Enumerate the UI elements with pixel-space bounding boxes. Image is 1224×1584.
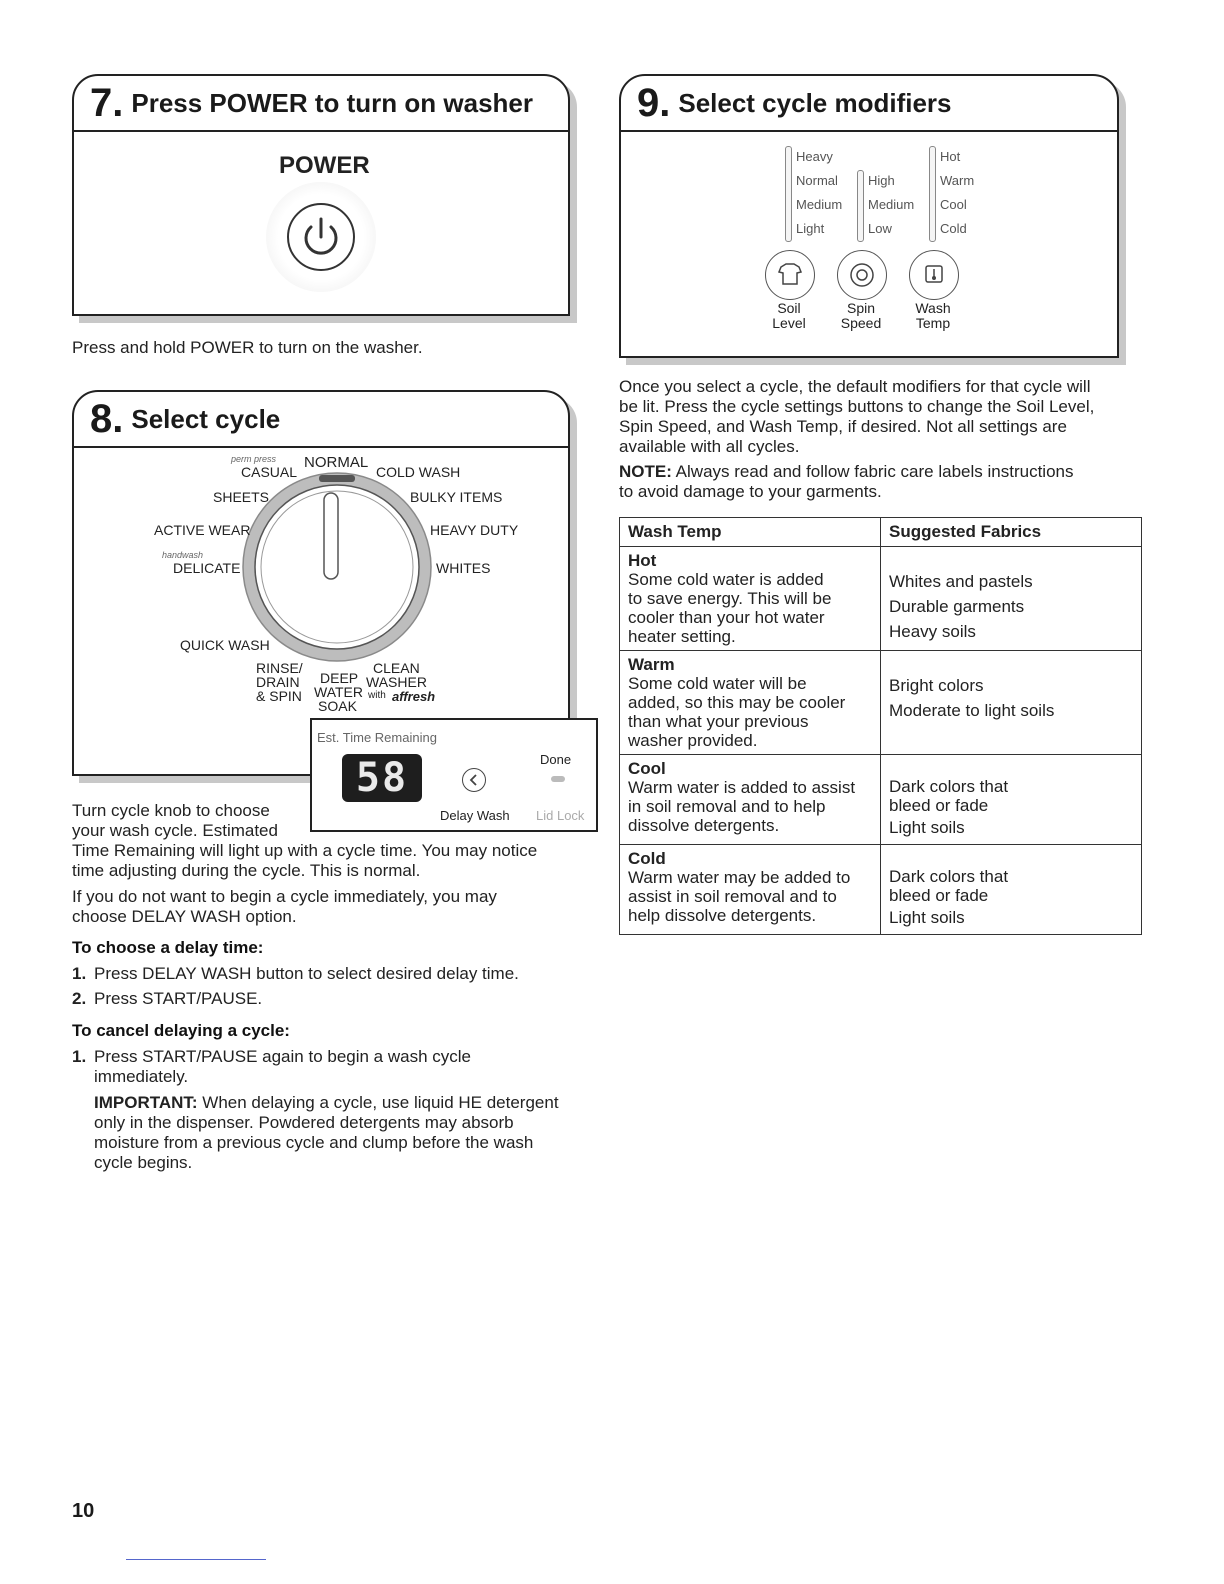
lid-lock-label: Lid Lock <box>536 808 585 823</box>
section-9-para-1: Once you select a cycle, the default modifiers for that cycle will <box>619 377 1091 396</box>
section-9-note-1 <box>619 462 1073 482</box>
section-8-text-1c: Time Remaining will light up with a cycle time. You may notice <box>72 841 538 860</box>
dial-label-bulky-items[interactable]: BULKY ITEMS <box>410 489 503 505</box>
table-cell-fabrics <box>881 845 1142 935</box>
delay-wash-label: Delay Wash <box>440 808 510 823</box>
wash-temp-bar <box>929 146 936 242</box>
fabric-line: Moderate to light soils <box>889 701 1055 720</box>
table-row <box>620 547 1142 651</box>
dial-label-with: with <box>368 690 386 701</box>
dial-label-deep-2: WATER <box>314 684 363 700</box>
dial-label-casual[interactable]: CASUAL <box>241 464 298 480</box>
section-8-text-1d: time adjusting during the cycle. This is normal. <box>72 861 421 880</box>
spin-speed-bar <box>857 170 864 242</box>
section-9-para-4: available with all cycles. <box>619 437 800 456</box>
temp-warm: Warm <box>940 173 975 188</box>
temp-name: Cold <box>628 849 666 868</box>
spin-speed-caption-1: Spin <box>846 300 876 316</box>
footer-line <box>126 1559 266 1560</box>
section-8-number: 8. <box>90 396 124 441</box>
temp-desc-line: Some cold water will be <box>628 674 807 693</box>
temp-desc-line: cooler than your hot water <box>628 608 825 627</box>
affresh-logo: affresh <box>392 689 436 704</box>
table-row <box>620 651 1142 755</box>
spin-speed-caption-2: Speed <box>840 315 882 331</box>
fabric-line: Whites and pastels <box>889 572 1033 591</box>
temp-desc-line: Some cold water is added <box>628 570 824 589</box>
section-8-text-2a: If you do not want to begin a cycle immediately, you may <box>72 887 497 906</box>
section-9-note-2: to avoid damage to your garments. <box>619 482 882 501</box>
important-label: IMPORTANT: <box>94 1093 198 1112</box>
spin-high: High <box>868 173 895 188</box>
temp-desc-line: heater setting. <box>628 627 736 646</box>
temp-desc-line: help dissolve detergents. <box>628 906 817 925</box>
section-7-title: Press POWER to turn on washer <box>131 87 533 118</box>
display-panel <box>310 718 598 832</box>
temp-desc-line: Warm water may be added to <box>628 868 851 887</box>
soil-heavy: Heavy <box>796 149 833 164</box>
power-label: POWER <box>279 152 370 179</box>
fabric-line: bleed or fade <box>889 796 989 815</box>
temp-name: Hot <box>628 551 657 570</box>
dial-label-whites[interactable]: WHITES <box>436 560 491 576</box>
note-label: NOTE: <box>619 462 672 481</box>
dial-label-deep-1[interactable]: DEEP <box>320 670 359 686</box>
temp-desc-line: added, so this may be cooler <box>628 693 846 712</box>
dial-label-delicate[interactable]: DELICATE <box>173 560 241 576</box>
delay-step-2-text: Press START/PAUSE. <box>94 989 263 1008</box>
section-8-text-1b: your wash cycle. Estimated <box>72 821 278 840</box>
delay-step-2-num: 2. <box>72 989 87 1008</box>
dial-label-clean-2: WASHER <box>366 674 427 690</box>
temp-desc-line: than what your previous <box>628 712 809 731</box>
spin-low: Low <box>868 221 892 236</box>
table-cell-temp <box>620 547 881 651</box>
dial-label-sheets[interactable]: SHEETS <box>213 489 270 505</box>
soil-level-button[interactable] <box>765 250 815 300</box>
soil-medium: Medium <box>796 197 843 212</box>
done-indicator <box>551 776 565 782</box>
done-label: Done <box>540 752 572 767</box>
power-button[interactable] <box>287 203 355 271</box>
soil-level-bar <box>785 146 792 242</box>
dial-label-rinse-3: & SPIN <box>256 688 302 704</box>
section-9-number: 9. <box>637 80 671 125</box>
dial-label-handwash: handwash <box>162 550 204 560</box>
fabric-line: Light soils <box>889 818 965 837</box>
fabric-line: bleed or fade <box>889 886 989 905</box>
table-header-wash-temp: Wash Temp <box>620 518 881 547</box>
soil-level-caption-2: Level <box>772 315 806 331</box>
section-9-header <box>621 76 1117 132</box>
dial-label-deep-3: SOAK <box>318 698 357 714</box>
dial-label-rinse-1[interactable]: RINSE/ <box>256 660 303 676</box>
dial-label-rinse-2: DRAIN <box>256 674 300 690</box>
section-8-text-2b: choose DELAY WASH option. <box>72 907 297 926</box>
cancel-step-1-num: 1. <box>72 1047 87 1066</box>
temp-desc-line: in soil removal and to help <box>628 797 826 816</box>
dial-label-perm-press: perm press <box>231 454 277 464</box>
section-9-para-3: Spin Speed, and Wash Temp, if desired. Not all settings are <box>619 417 1067 436</box>
table-cell-temp <box>620 651 881 755</box>
important-text-1: When delaying a cycle, use liquid HE detergent <box>197 1093 559 1112</box>
delay-wash-button[interactable] <box>462 768 486 792</box>
wash-temp-caption-1: Wash <box>915 300 951 316</box>
cancel-heading: To cancel delaying a cycle: <box>72 1021 290 1040</box>
delay-heading: To choose a delay time: <box>72 938 264 957</box>
power-icon <box>289 205 353 269</box>
soil-normal: Normal <box>796 173 838 188</box>
temp-desc-line: Warm water is added to assist <box>628 778 856 797</box>
important-line-2: only in the dispenser. Powdered detergents may absorb <box>94 1113 514 1132</box>
delay-step-1 <box>72 964 519 984</box>
note-text-1: Always read and follow fabric care labels instructions <box>671 462 1074 481</box>
soil-level-caption-1: Soil <box>777 300 801 316</box>
fabric-line: Light soils <box>889 908 965 927</box>
section-7-box <box>72 74 570 316</box>
temp-desc-line: assist in soil removal and to <box>628 887 837 906</box>
section-8-header <box>74 392 568 448</box>
temp-cold: Cold <box>940 221 967 236</box>
est-time-label: Est. Time Remaining <box>317 730 437 745</box>
temp-desc-line: dissolve detergents. <box>628 816 780 835</box>
section-8-title: Select cycle <box>131 403 281 434</box>
table-row <box>620 845 1142 935</box>
wash-temp-table <box>619 517 1142 935</box>
page-number: 10 <box>72 1500 95 1522</box>
cancel-step-1 <box>72 1047 471 1067</box>
temp-name: Warm <box>628 655 675 674</box>
fabric-line: Heavy soils <box>889 622 976 641</box>
table-row <box>620 755 1142 845</box>
fabric-line: Dark colors that <box>889 777 1009 796</box>
cancel-step-1-cont: immediately. <box>94 1067 189 1086</box>
important-line-3: moisture from a previous cycle and clump before the wash <box>94 1133 534 1152</box>
section-7-number: 7. <box>90 80 124 125</box>
thermometer-icon <box>910 251 958 299</box>
section-7-caption: Press and hold POWER to turn on the washer. <box>72 338 423 357</box>
dial-label-cold-wash[interactable]: COLD WASH <box>376 464 461 480</box>
fabric-line: Durable garments <box>889 597 1025 616</box>
delay-step-1-num: 1. <box>72 964 87 983</box>
dial-label-active-wear[interactable]: ACTIVE WEAR <box>154 522 251 538</box>
dial-label-normal[interactable]: NORMAL <box>304 454 369 471</box>
fabric-line: Bright colors <box>889 676 984 695</box>
important-line-1 <box>94 1093 559 1113</box>
spin-icon <box>838 251 886 299</box>
spin-medium: Medium <box>868 197 915 212</box>
table-header-suggested-fabrics: Suggested Fabrics <box>881 518 1142 547</box>
dial-label-quick-wash[interactable]: QUICK WASH <box>180 637 270 653</box>
table-cell-temp <box>620 845 881 935</box>
delay-step-1-text: Press DELAY WASH button to select desired delay time. <box>94 964 519 983</box>
wash-temp-button[interactable] <box>909 250 959 300</box>
cancel-step-1-text: Press START/PAUSE again to begin a wash cycle <box>94 1047 472 1066</box>
chevron-left-icon <box>463 769 485 791</box>
dial-label-clean-1[interactable]: CLEAN <box>373 660 420 676</box>
important-line-4: cycle begins. <box>94 1153 193 1172</box>
table-cell-fabrics <box>881 651 1142 755</box>
spin-speed-button[interactable] <box>837 250 887 300</box>
temp-hot: Hot <box>940 149 961 164</box>
table-header-row <box>620 518 1142 547</box>
dial-label-heavy-duty[interactable]: HEAVY DUTY <box>430 522 519 538</box>
time-display: 58 <box>342 754 422 802</box>
fabric-line: Dark colors that <box>889 867 1009 886</box>
shirt-icon <box>766 251 814 299</box>
soil-light: Light <box>796 221 825 236</box>
table-cell-fabrics <box>881 547 1142 651</box>
section-9-para-2: be lit. Press the cycle settings buttons to change the Soil Level, <box>619 397 1095 416</box>
temp-desc-line: to save energy. This will be <box>628 589 832 608</box>
table-cell-fabrics <box>881 755 1142 845</box>
wash-temp-caption-2: Temp <box>915 315 951 331</box>
delay-step-2 <box>72 989 262 1009</box>
temp-name: Cool <box>628 759 666 778</box>
table-cell-temp <box>620 755 881 845</box>
section-7-header <box>74 76 568 132</box>
temp-desc-line: washer provided. <box>628 731 758 750</box>
temp-cool: Cool <box>940 197 967 212</box>
section-8-text-1a: Turn cycle knob to choose <box>72 801 270 820</box>
section-9-title: Select cycle modifiers <box>678 87 952 118</box>
